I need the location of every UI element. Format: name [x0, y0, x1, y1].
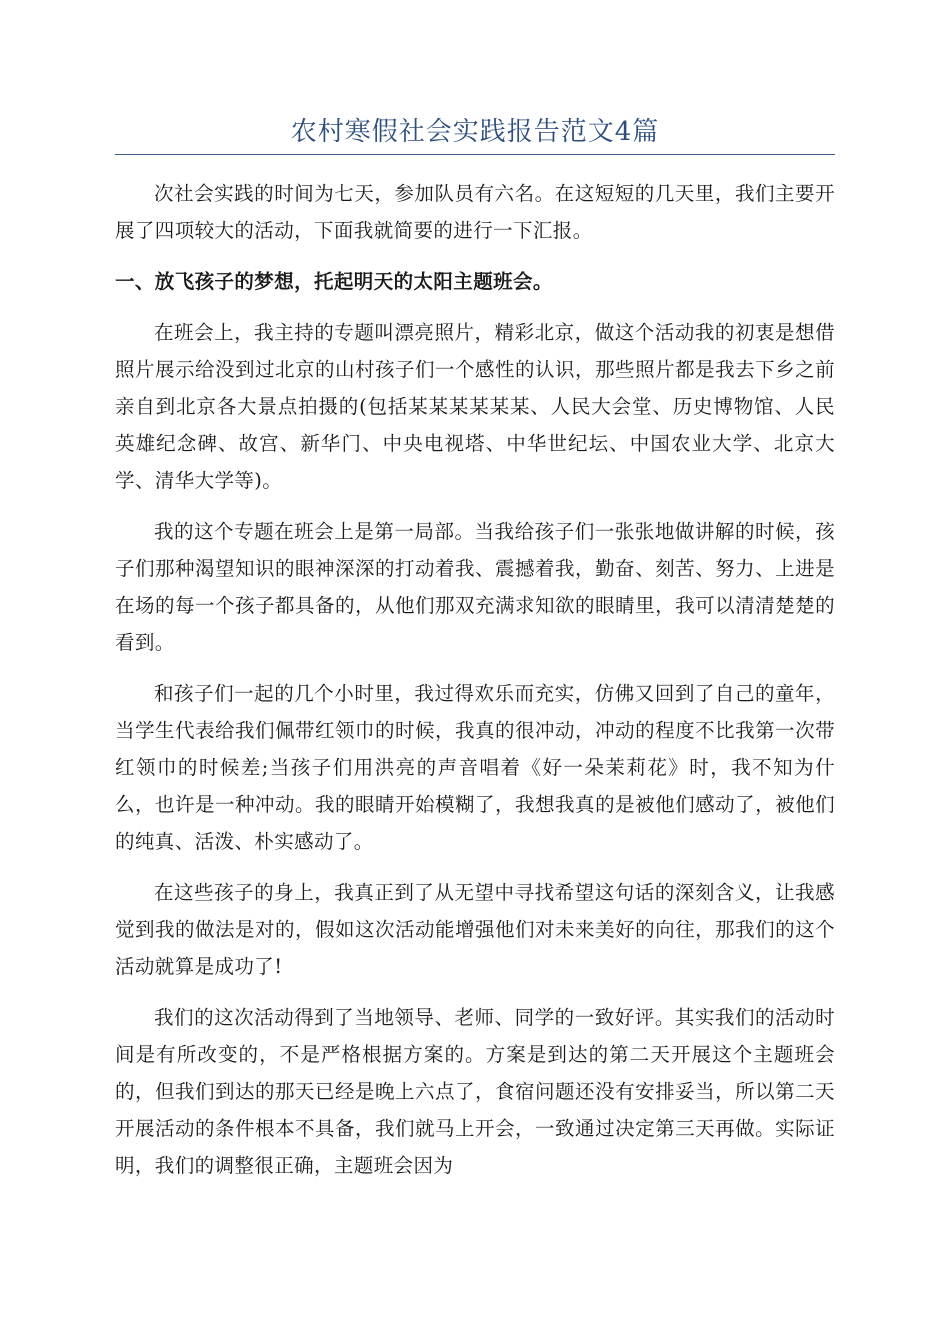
paragraph-feedback: 我们的这次活动得到了当地领导、老师、同学的一致好评。其实我们的活动时间是有所改变的，不是严格根据方案的。方案是到达的第二天开展这个主题班会的，但我们到达的那天已经是晚上六点了，食宿问题还没有安排妥当，所以第二天开展活动的条件根本不具备，我们就马上开会，一致通过决定第三天再做。实际证明，我们的调整很正确，主题班会因为 — [115, 1006, 835, 1177]
paragraph-childhood: 和孩子们一起的几个小时里，我过得欢乐而充实，仿佛又回到了自己的童年，当学生代表给我们佩带红领巾的时候，我真的很冲动，冲动的程度不比我第一次带红领巾的时候差;当孩子们用洪亮的声音唱着《好一朵茉莉花》时，我不知为什么，也许是一种冲动。我的眼睛开始模糊了，我想我真的是被他们感动了，被他们的纯真、活泼、朴实感动了。 — [115, 682, 835, 853]
paragraph-hope: 在这些孩子的身上，我真正到了从无望中寻找希望这句话的深刻含义，让我感觉到我的做法是对的，假如这次活动能增强他们对未来美好的向往，那我们的这个活动就算是成功了! — [115, 881, 835, 978]
paragraph-first-part: 我的这个专题在班会上是第一局部。当我给孩子们一张张地做讲解的时候，孩子们那种渴望知识的眼神深深的打动着我、震撼着我，勤奋、刻苦、努力、上进是在场的每一个孩子都具备的，从他们那双充满求知欲的眼睛里，我可以清清楚楚的看到。 — [115, 520, 835, 654]
paragraph-photos: 在班会上，我主持的专题叫漂亮照片，精彩北京，做这个活动我的初衷是想借照片展示给没到过北京的山村孩子们一个感性的认识，那些照片都是我去下乡之前亲自到北京各大景点拍摄的(包括某某某某某某、人民大会堂、历史博物馆、人民英雄纪念碑、故宫、新华门、中央电视塔、中华世纪坛、中国农业大学、北京大学、清华大学等)。 — [115, 321, 835, 492]
document-title: 农村寒假社会实践报告范文4篇 — [290, 117, 660, 147]
title-underline — [115, 154, 835, 155]
document-body — [115, 175, 835, 1198]
section-heading: 一、放飞孩子的梦想，托起明天的太阳主题班会。 — [115, 270, 553, 293]
paragraph-intro: 次社会实践的时间为七天，参加队员有六名。在这短短的几天里，我们主要开展了四项较大的活动，下面我就简要的进行一下汇报。 — [115, 182, 835, 242]
